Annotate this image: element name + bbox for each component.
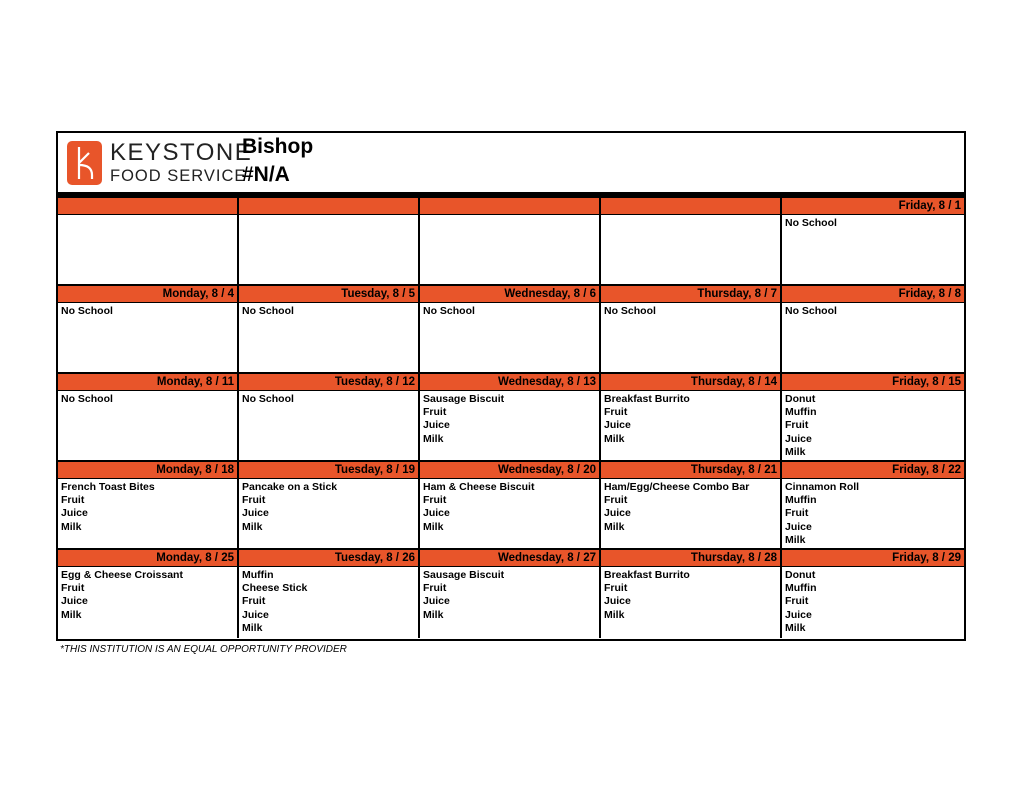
day-header: Friday, 8 / 15 — [782, 374, 964, 391]
menu-sheet — [56, 131, 966, 641]
menu-item: Donut — [785, 569, 816, 581]
menu-item: No School — [604, 305, 656, 317]
menu-item: Fruit — [785, 507, 809, 520]
day-header — [239, 198, 420, 215]
logo-line-1: KEYSTONE — [110, 139, 253, 166]
menu-header — [58, 133, 964, 192]
day-menu-cell — [58, 303, 239, 374]
day-header: Friday, 8 / 22 — [782, 462, 964, 479]
menu-item: Milk — [423, 432, 444, 445]
menu-item: Egg & Cheese Croissant — [61, 569, 183, 581]
day-header: Thursday, 8 / 14 — [601, 374, 782, 391]
day-menu-cell — [782, 215, 964, 286]
menu-item: Muffin — [785, 582, 817, 595]
menu-item: Cinnamon Roll — [785, 481, 860, 493]
day-header — [58, 198, 239, 215]
menu-item: Juice — [61, 507, 88, 520]
day-menu-cell — [239, 567, 420, 638]
menu-item: Breakfast Burrito — [604, 393, 690, 405]
week-menu-row — [58, 391, 964, 462]
menu-item: Fruit — [604, 406, 628, 419]
week-header-row — [58, 198, 964, 215]
menu-item: Fruit — [423, 582, 447, 595]
day-menu-cell — [58, 215, 239, 286]
menu-item: Sausage Biscuit — [423, 393, 505, 405]
menu-item: Juice — [423, 595, 450, 608]
day-header: Tuesday, 8 / 12 — [239, 374, 420, 391]
menu-item: Sausage Biscuit — [423, 569, 505, 581]
menu-item: Muffin — [242, 569, 274, 581]
menu-item: Milk — [242, 621, 263, 634]
week-header-row — [58, 374, 964, 391]
menu-item: Fruit — [242, 595, 266, 608]
day-menu-cell — [601, 303, 782, 374]
day-menu-cell — [420, 567, 601, 638]
logo-line-2: FOOD SERVICE — [110, 167, 247, 185]
menu-item: Milk — [604, 520, 625, 533]
menu-item: Fruit — [785, 419, 809, 432]
day-header — [601, 198, 782, 215]
day-menu-cell — [239, 303, 420, 374]
keystone-logo-icon — [67, 141, 102, 185]
menu-item: No School — [785, 217, 837, 229]
school-name: Bishop — [242, 135, 314, 158]
menu-item: Milk — [604, 432, 625, 445]
menu-item: Fruit — [61, 494, 85, 507]
school-code: #N/A — [242, 163, 290, 186]
week-header-row — [58, 286, 964, 303]
menu-item: No School — [61, 305, 113, 317]
menu-item: Juice — [604, 595, 631, 608]
menu-item: Milk — [61, 520, 82, 533]
menu-item: Juice — [423, 419, 450, 432]
menu-item: Juice — [604, 507, 631, 520]
menu-item: Juice — [242, 507, 269, 520]
day-header: Thursday, 8 / 7 — [601, 286, 782, 303]
menu-item: Milk — [242, 520, 263, 533]
day-menu-cell — [601, 215, 782, 286]
menu-item: Milk — [604, 608, 625, 621]
day-header: Tuesday, 8 / 19 — [239, 462, 420, 479]
day-menu-cell — [782, 303, 964, 374]
day-header: Thursday, 8 / 21 — [601, 462, 782, 479]
week-menu-row — [58, 303, 964, 374]
week-menu-row — [58, 215, 964, 286]
menu-item: Juice — [423, 507, 450, 520]
day-menu-cell — [239, 391, 420, 462]
menu-item: Milk — [785, 621, 806, 634]
day-menu-cell — [58, 567, 239, 638]
day-menu-cell — [420, 303, 601, 374]
day-header: Wednesday, 8 / 6 — [420, 286, 601, 303]
day-menu-cell — [58, 479, 239, 550]
menu-item: Ham & Cheese Biscuit — [423, 481, 535, 493]
week-menu-row — [58, 567, 964, 638]
menu-item: Milk — [423, 608, 444, 621]
day-header: Friday, 8 / 29 — [782, 550, 964, 567]
menu-item: Fruit — [61, 582, 85, 595]
day-menu-cell — [58, 391, 239, 462]
menu-item: Fruit — [423, 494, 447, 507]
menu-item: Ham/Egg/Cheese Combo Bar — [604, 481, 750, 493]
menu-item: Pancake on a Stick — [242, 481, 338, 493]
menu-item: Milk — [785, 533, 806, 546]
menu-item: Fruit — [785, 595, 809, 608]
day-menu-cell — [420, 479, 601, 550]
menu-item: Milk — [785, 445, 806, 458]
day-header: Wednesday, 8 / 27 — [420, 550, 601, 567]
day-menu-cell — [239, 479, 420, 550]
menu-item: Fruit — [604, 494, 628, 507]
footer-note: *THIS INSTITUTION IS AN EQUAL OPPORTUNITY PROVIDER — [60, 644, 347, 655]
menu-item: Muffin — [785, 494, 817, 507]
day-header: Monday, 8 / 25 — [58, 550, 239, 567]
menu-item: Muffin — [785, 406, 817, 419]
day-header — [420, 198, 601, 215]
day-menu-cell — [782, 567, 964, 638]
week-menu-row — [58, 479, 964, 550]
logo-wordmark — [110, 140, 252, 186]
day-header: Tuesday, 8 / 26 — [239, 550, 420, 567]
menu-item: Juice — [785, 520, 812, 533]
menu-item: Milk — [61, 608, 82, 621]
menu-item: Juice — [61, 595, 88, 608]
day-menu-cell — [420, 215, 601, 286]
menu-item: No School — [242, 393, 294, 405]
menu-item: Fruit — [242, 494, 266, 507]
menu-item: No School — [242, 305, 294, 317]
day-menu-cell — [601, 479, 782, 550]
day-header: Thursday, 8 / 28 — [601, 550, 782, 567]
day-header: Friday, 8 / 8 — [782, 286, 964, 303]
day-header: Monday, 8 / 18 — [58, 462, 239, 479]
menu-item: Fruit — [604, 582, 628, 595]
menu-item: Breakfast Burrito — [604, 569, 690, 581]
day-menu-cell — [601, 391, 782, 462]
menu-item: Milk — [423, 520, 444, 533]
day-header: Tuesday, 8 / 5 — [239, 286, 420, 303]
day-header: Wednesday, 8 / 20 — [420, 462, 601, 479]
day-header: Friday, 8 / 1 — [782, 198, 964, 215]
week-header-row — [58, 550, 964, 567]
menu-item: No School — [785, 305, 837, 317]
menu-item: Juice — [785, 432, 812, 445]
day-menu-cell — [782, 391, 964, 462]
day-header: Wednesday, 8 / 13 — [420, 374, 601, 391]
menu-item: Juice — [242, 608, 269, 621]
day-header: Monday, 8 / 4 — [58, 286, 239, 303]
day-menu-cell — [239, 215, 420, 286]
menu-item: Fruit — [423, 406, 447, 419]
day-menu-cell — [601, 567, 782, 638]
menu-item: Cheese Stick — [242, 582, 308, 595]
menu-item: French Toast Bites — [61, 481, 155, 493]
menu-item: No School — [423, 305, 475, 317]
calendar-grid — [58, 198, 964, 638]
menu-item: No School — [61, 393, 113, 405]
menu-item: Juice — [604, 419, 631, 432]
menu-item: Donut — [785, 393, 816, 405]
day-header: Monday, 8 / 11 — [58, 374, 239, 391]
week-header-row — [58, 462, 964, 479]
menu-item: Juice — [785, 608, 812, 621]
day-menu-cell — [782, 479, 964, 550]
day-menu-cell — [420, 391, 601, 462]
